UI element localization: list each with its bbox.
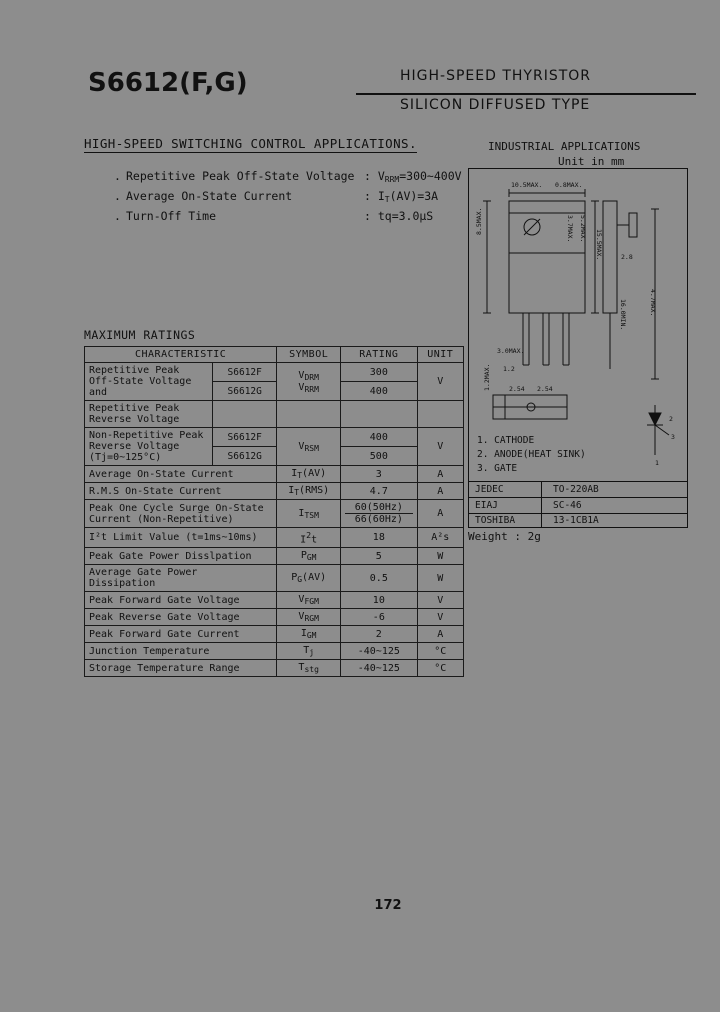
cell-characteristic-cont: Repetitive Peak Reverse Voltage [85,401,213,428]
table-row [85,626,464,643]
cell-characteristic: Peak Forward Gate Voltage [85,592,277,609]
package-title: INDUSTRIAL APPLICATIONS [488,140,641,153]
cell-rating: 4.7 [341,483,418,500]
cell-rating: 10 [341,592,418,609]
cell-rating-1: 400 [341,428,418,447]
cell-symbol: $V_{RSM}$ [277,428,341,466]
page-sheet [28,18,692,986]
cell-characteristic: Peak Reverse Gate Voltage [85,609,277,626]
package-unit: Unit in mm [558,155,625,168]
cell-unit: A [417,500,463,528]
header-line-2: SILICON DIFFUSED TYPE [400,97,591,113]
bullet-dot: . [114,169,121,183]
cell-empty [341,401,418,428]
feature-label: Average On-State Current [126,189,293,203]
cell-symbol: $I_T(AV)$ [277,466,341,483]
cell-unit: A²s [417,528,463,548]
page-number: 172 [374,898,402,913]
applications-heading: HIGH-SPEED SWITCHING CONTROL APPLICATIONS. [84,136,417,151]
code-table-divider [541,481,542,527]
code-label-eiaj: EIAJ [475,500,498,511]
cell-type-1: S6612F [213,363,277,382]
cell-symbol: $I_T(RMS)$ [277,483,341,500]
col-symbol: SYMBOL [277,347,341,363]
cell-unit: V [417,428,463,466]
table-row [85,548,464,565]
table-header-row [85,347,464,363]
header-line-1: HIGH-SPEED THYRISTOR [400,68,592,84]
table-row [85,660,464,677]
col-characteristic: CHARACTERISTIC [85,347,277,363]
page-header [88,66,648,116]
cell-characteristic: Non-Repetitive Peak Reverse Voltage (Tj=0~125°C) [85,428,213,466]
cell-symbol: $T_j$ [277,643,341,660]
list-item [114,186,504,206]
code-label-jedec: JEDEC [475,484,504,495]
cell-rating: 60(50Hz) 66(60Hz) [341,500,418,528]
cell-characteristic: Peak Forward Gate Current [85,626,277,643]
pin-label-1: 1. CATHODE [477,435,535,446]
cell-empty [213,401,277,428]
cell-characteristic: Peak One Cycle Surge On-State Current (Non-Repetitive) [85,500,277,528]
table-row [85,483,464,500]
code-value-toshiba: 13-1CB1A [553,515,599,526]
code-table-divider [469,481,687,482]
table-row [85,428,464,447]
svg-text:0.8MAX.: 0.8MAX. [555,181,583,189]
cell-rating-1: 300 [341,363,418,382]
cell-characteristic: R.M.S On-State Current [85,483,277,500]
table-row [85,363,464,382]
package-weight: Weight : 2g [468,530,541,543]
svg-text:2.8: 2.8 [621,253,633,261]
feature-list [114,166,504,226]
cell-unit: V [417,609,463,626]
cell-rating: -40~125 [341,643,418,660]
col-unit: UNIT [417,347,463,363]
table-row [85,643,464,660]
cell-rating: 0.5 [341,565,418,592]
cell-symbol: $V_{FGM}$ [277,592,341,609]
code-label-toshiba: TOSHIBA [475,515,516,526]
cell-symbol: $P_{GM}$ [277,548,341,565]
package-drawing-box [468,168,688,528]
cell-unit: A [417,626,463,643]
svg-text:3.0MAX.: 3.0MAX. [497,347,525,355]
svg-text:16.0MIN.: 16.0MIN. [619,299,627,331]
cell-empty [417,401,463,428]
cell-symbol: $V_{RGM}$ [277,609,341,626]
svg-text:8.5MAX.: 8.5MAX. [475,207,483,235]
table-row [85,466,464,483]
cell-rating: 18 [341,528,418,548]
cell-symbol: $P_G(AV)$ [277,565,341,592]
cell-characteristic: I²t Limit Value (t=1ms~10ms) [85,528,277,548]
svg-text:3.7MAX.: 3.7MAX. [566,215,574,243]
svg-text:3: 3 [671,433,675,441]
col-rating: RATING [341,347,418,363]
cell-type-2: S6612G [213,382,277,401]
cell-unit: °C [417,643,463,660]
ratings-title: MAXIMUM RATINGS [84,328,196,342]
cell-rating-2: 400 [341,382,418,401]
cell-unit: °C [417,660,463,677]
cell-unit: V [417,363,463,401]
code-value-jedec: TO-220AB [553,484,599,495]
list-item [114,206,504,226]
cell-rating-2: 500 [341,447,418,466]
cell-symbol: $I_{GM}$ [277,626,341,643]
feature-value: : tq=3.0µS [364,209,434,223]
feature-value: : $I_T(AV)=3A$ [364,189,439,204]
cell-unit: A [417,466,463,483]
table-row [85,592,464,609]
cell-unit: V [417,592,463,609]
cell-unit: W [417,548,463,565]
table-row [85,565,464,592]
cell-unit: A [417,483,463,500]
svg-text:1: 1 [655,459,659,467]
bullet-dot: . [114,189,121,203]
svg-text:2.54: 2.54 [509,385,525,393]
svg-text:10.5MAX.: 10.5MAX. [511,181,543,189]
cell-rating: 2 [341,626,418,643]
svg-text:2.54: 2.54 [537,385,553,393]
table-row [85,500,464,528]
svg-text:15.5MAX.: 15.5MAX. [595,229,603,261]
cell-characteristic: Average Gate Power Dissipation [85,565,277,592]
cell-type-1: S6612F [213,428,277,447]
svg-text:1.2: 1.2 [503,365,515,373]
part-number: S6612(F,G) [88,68,248,98]
pin-label-3: 3. GATE [477,463,518,474]
table-row [85,528,464,548]
cell-symbol: $I^2t$ [277,528,341,548]
bullet-dot: . [114,209,121,223]
list-item [114,166,504,186]
cell-rating: 5 [341,548,418,565]
code-value-eiaj: SC-46 [553,500,582,511]
svg-text:4.7MAX.: 4.7MAX. [649,289,657,317]
table-row [85,609,464,626]
feature-value: : $V_{RRM}=300\sim 400V$ [364,169,462,184]
cell-unit: W [417,565,463,592]
header-divider [356,93,696,95]
cell-symbol: $I_{TSM}$ [277,500,341,528]
cell-characteristic: Storage Temperature Range [85,660,277,677]
cell-characteristic: Repetitive Peak Off-State Voltage and [85,363,213,401]
table-row-continuation [85,401,464,428]
code-table-divider [469,497,687,498]
cell-empty [277,401,341,428]
svg-text:1.2MAX.: 1.2MAX. [483,363,491,391]
cell-rating: -40~125 [341,660,418,677]
cell-rating: -6 [341,609,418,626]
pin-label-2: 2. ANODE(HEAT SINK) [477,449,586,460]
svg-text:5.2MAX.: 5.2MAX. [579,215,587,243]
svg-text:2: 2 [669,415,673,423]
cell-characteristic: Junction Temperature [85,643,277,660]
code-table-divider [469,513,687,514]
cell-symbol: $T_{stg}$ [277,660,341,677]
cell-characteristic: Peak Gate Power Disslpation [85,548,277,565]
feature-label: Repetitive Peak Off-State Voltage [126,169,355,183]
feature-label: Turn-Off Time [126,209,217,223]
maximum-ratings-table [84,346,464,677]
cell-characteristic: Average On-State Current [85,466,277,483]
cell-rating: 3 [341,466,418,483]
cell-symbol: $V_{DRM}$ $V_{RRM}$ [277,363,341,401]
cell-type-2: S6612G [213,447,277,466]
